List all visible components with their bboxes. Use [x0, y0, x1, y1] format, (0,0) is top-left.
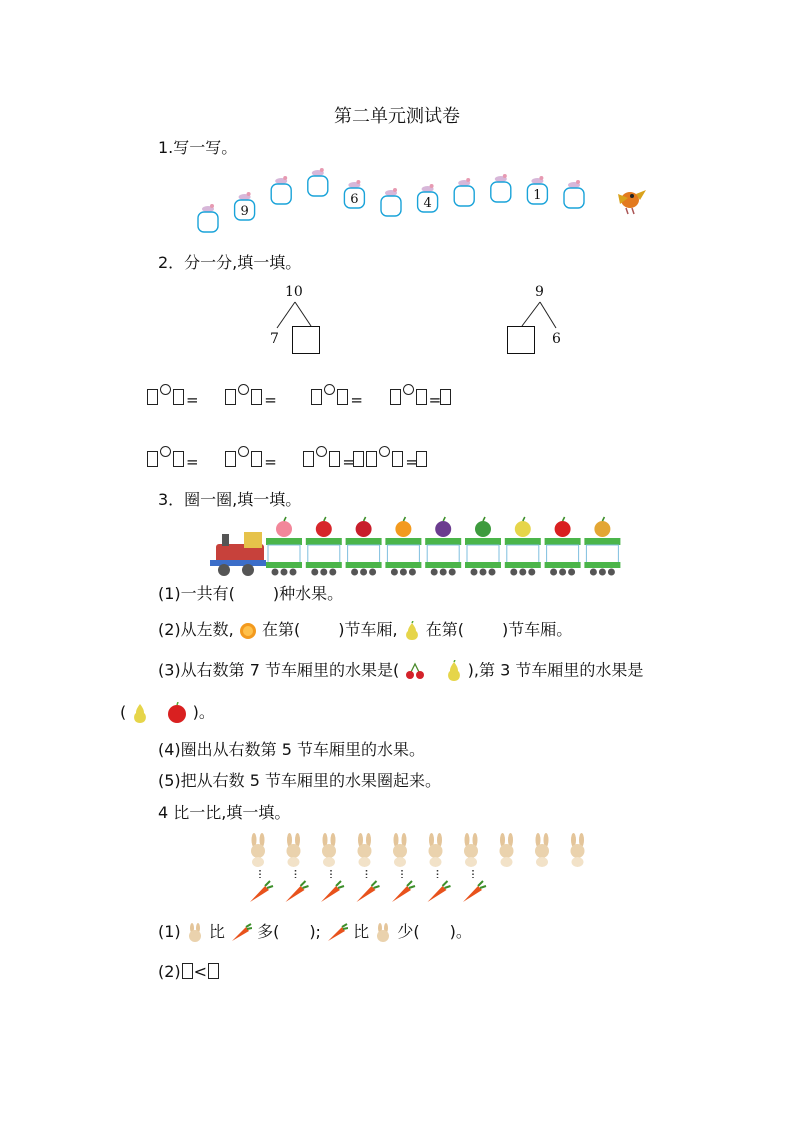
equation-row-1: = = = =	[146, 384, 452, 409]
train-car	[545, 517, 581, 576]
page-title: 第二单元测试卷	[334, 106, 460, 127]
carrot-icon	[326, 923, 348, 943]
pineapple-icon	[594, 517, 610, 537]
carrot-icon	[428, 870, 451, 902]
rabbit-icon	[500, 833, 514, 867]
number-jar	[198, 204, 218, 232]
rabbit-icon	[186, 923, 204, 943]
q3-s3: (3)从右数第 7 节车厢里的水果是( ),第 3 节车厢里的水果是	[158, 660, 643, 682]
number-jar	[418, 184, 438, 212]
carrot-icon	[463, 870, 486, 902]
carrot-icon	[230, 923, 252, 943]
grape-icon	[435, 517, 451, 537]
pear-icon	[403, 621, 421, 641]
q4-heading: 4 比一比,填一填。	[158, 803, 291, 822]
strawberry-icon	[316, 517, 332, 537]
number-jar	[235, 192, 255, 220]
train-car	[465, 517, 501, 576]
train-car	[306, 517, 342, 576]
tree-left-part: 7	[270, 331, 279, 347]
carrot-icon	[392, 870, 415, 902]
tree-left-answer-box[interactable]	[292, 326, 320, 354]
q3-s4: (4)圈出从右数第 5 节车厢里的水果。	[158, 740, 426, 759]
carrot-icon	[250, 870, 273, 902]
train-car	[346, 517, 382, 576]
jar-number: 1	[533, 188, 542, 203]
train-car	[266, 517, 302, 576]
jar-number: 4	[423, 196, 432, 211]
carrot-icon	[286, 870, 309, 902]
jar-sequence	[190, 168, 650, 240]
equation-row-2: = = = =	[146, 446, 428, 471]
jar-number: 9	[240, 204, 249, 219]
rabbit-icon	[429, 833, 443, 867]
number-jar	[271, 176, 291, 204]
fruit-train	[206, 514, 626, 580]
bird-icon	[618, 190, 646, 214]
tree-right-part: 6	[552, 331, 561, 347]
apple-icon	[166, 702, 188, 724]
rabbit-icon	[374, 923, 392, 943]
orange-icon	[239, 622, 257, 640]
number-jar	[564, 180, 584, 208]
tree-right-top: 9	[535, 284, 544, 300]
orange-icon	[395, 517, 411, 537]
pear-icon	[445, 660, 463, 682]
q3-s3-cont: ( )。	[120, 702, 215, 724]
rabbit-carrot-compare	[240, 832, 600, 906]
number-jar	[527, 176, 547, 204]
rabbit-icon	[251, 833, 265, 867]
number-jar	[454, 178, 474, 206]
tree-right-answer-box[interactable]	[507, 326, 535, 354]
number-jar	[491, 174, 511, 202]
q3-s1: (1)一共有( )种水果。	[158, 584, 344, 603]
number-jar	[381, 188, 401, 216]
rabbit-icon	[535, 833, 549, 867]
train-car	[385, 517, 421, 576]
cherry-icon	[356, 517, 372, 537]
q4-s1: (1) 比 多( ); 比 少( )。	[158, 922, 472, 941]
cherry-icon	[404, 662, 426, 680]
number-jar	[308, 168, 328, 196]
q3-s5: (5)把从右数 5 节车厢里的水果圈起来。	[158, 771, 442, 790]
rabbit-icon	[393, 833, 407, 867]
q2-heading: 2．分一分,填一填。	[158, 253, 302, 272]
locomotive-icon	[210, 532, 266, 576]
carrot-icon	[357, 870, 380, 902]
rabbit-icon	[464, 833, 478, 867]
rabbit-icon	[287, 833, 301, 867]
train-car	[425, 517, 461, 576]
pear-icon	[131, 702, 149, 724]
watermelon-icon	[475, 517, 491, 537]
train-car	[584, 517, 620, 576]
q3-s2: (2)从左数, 在第( )节车厢, 在第( )节车厢。	[158, 620, 573, 639]
q4-s2: (2) <	[158, 962, 220, 982]
number-jar	[344, 180, 364, 208]
peach-icon	[276, 517, 292, 537]
apple-icon	[555, 517, 571, 537]
jar-number: 6	[350, 192, 359, 207]
train-car	[505, 517, 541, 576]
rabbit-icon	[322, 833, 336, 867]
pear-icon	[515, 517, 531, 537]
carrot-icon	[321, 870, 344, 902]
q3-heading: 3．圈一圈,填一填。	[158, 490, 302, 509]
q1-heading: 1.写一写。	[158, 138, 238, 157]
tree-left-top: 10	[285, 284, 303, 300]
rabbit-icon	[571, 833, 585, 867]
rabbit-icon	[358, 833, 372, 867]
